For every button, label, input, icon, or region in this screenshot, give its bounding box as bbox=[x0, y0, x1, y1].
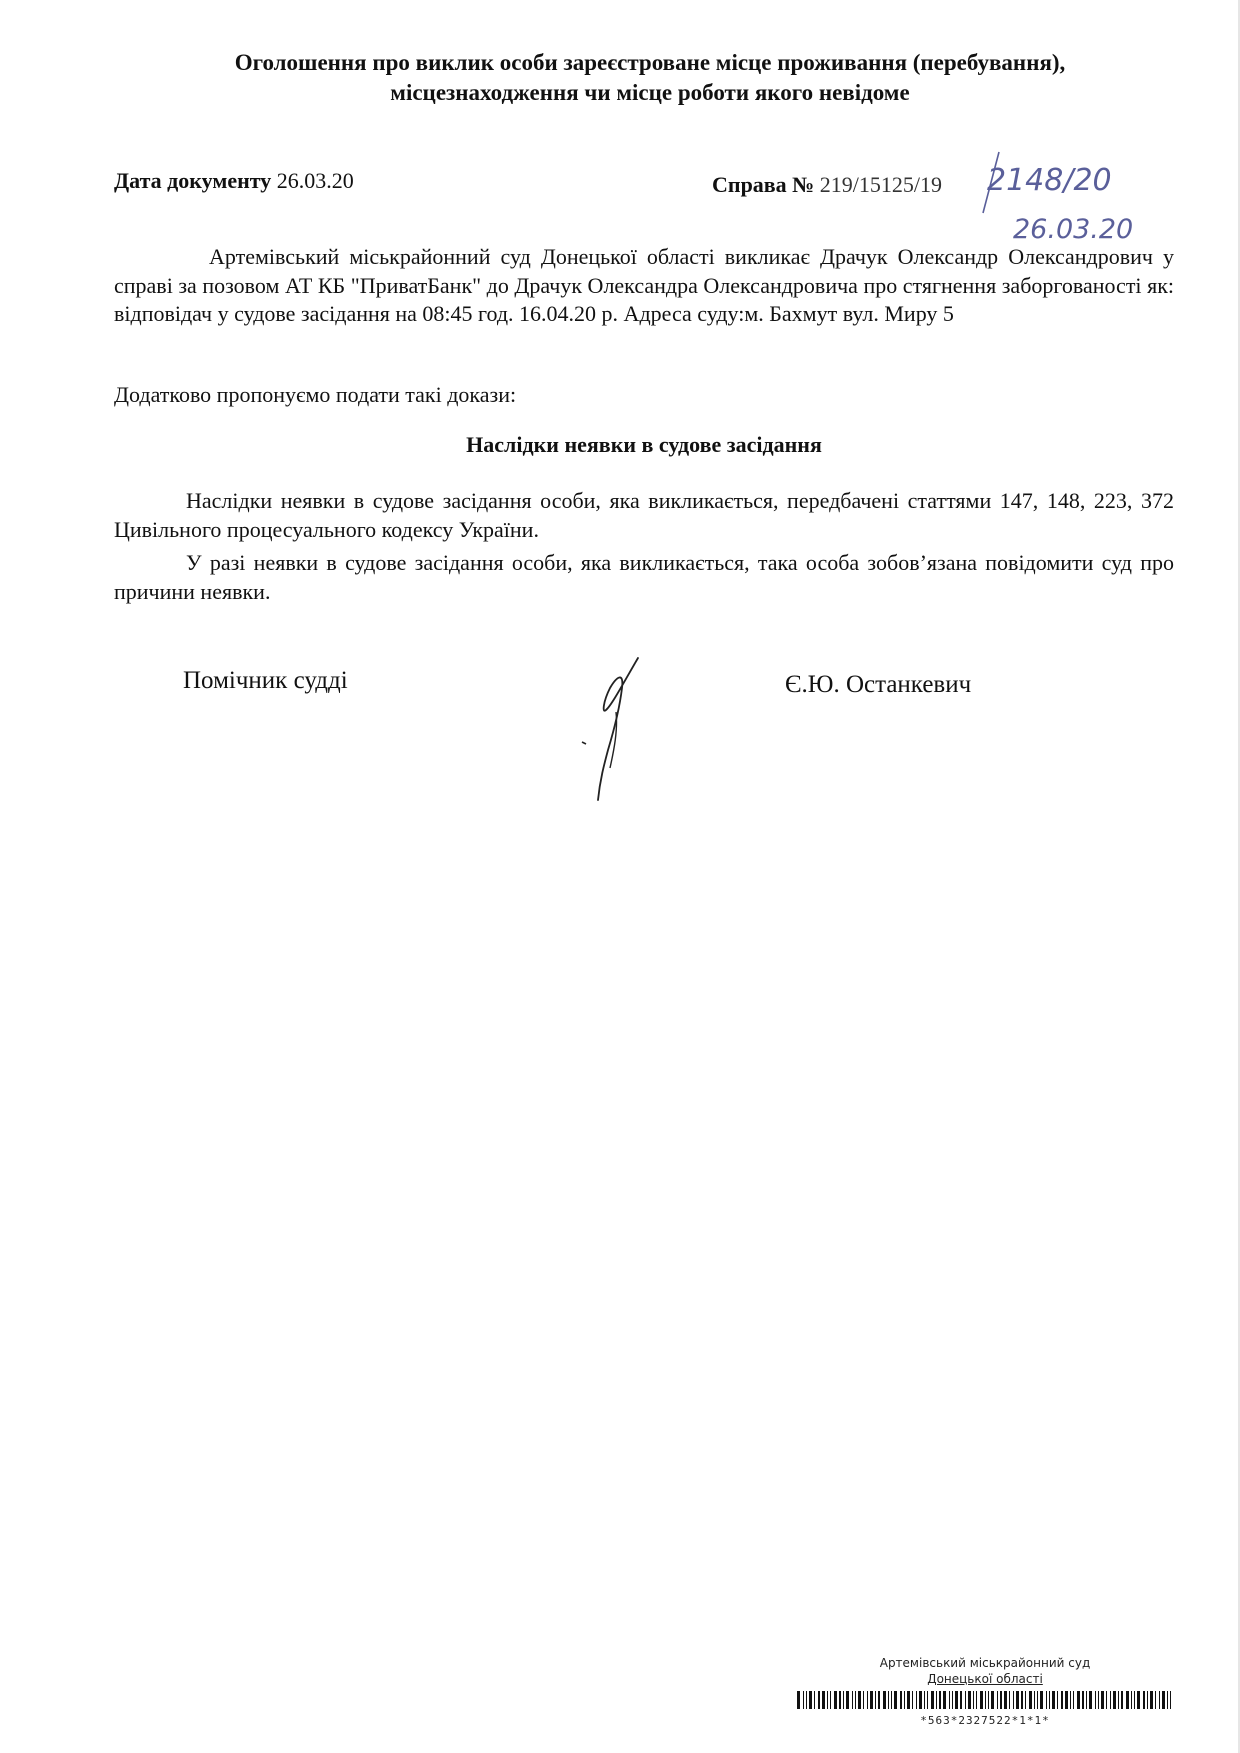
barcode-bar bbox=[891, 1691, 892, 1709]
barcode-bar bbox=[806, 1691, 807, 1709]
barcode-bar bbox=[1113, 1691, 1116, 1709]
barcode-bar bbox=[1009, 1691, 1010, 1709]
stamp-line-1: Артемівський міськрайонний суд bbox=[879, 1656, 1091, 1670]
barcode-bar bbox=[980, 1691, 983, 1709]
barcode-bar bbox=[839, 1691, 841, 1709]
barcode-bar bbox=[907, 1691, 910, 1709]
barcode-bar bbox=[1082, 1691, 1084, 1709]
consequences-paragraph-1: Наслідки неявки в судове засідання особи, яка викликається, передбачені статтями 147, 148, 223, 372 Цивільного процесуального кодексу України. bbox=[114, 488, 1174, 542]
barcode-bar bbox=[883, 1691, 886, 1709]
barcode-bar bbox=[1089, 1691, 1092, 1709]
barcode-bar bbox=[931, 1691, 934, 1709]
barcode-bar bbox=[1013, 1691, 1014, 1709]
case-number bbox=[712, 172, 942, 198]
barcode-bar bbox=[888, 1691, 889, 1709]
date-label: Дата документу bbox=[114, 168, 272, 193]
barcode-bar bbox=[1077, 1691, 1080, 1709]
barcode-bar bbox=[988, 1691, 989, 1709]
barcode-bar bbox=[1167, 1691, 1168, 1709]
barcode-bar bbox=[1016, 1691, 1019, 1709]
barcode-bar bbox=[875, 1691, 876, 1709]
consequences-heading: Наслідки неявки в судове засідання bbox=[466, 432, 822, 457]
handwritten-signature bbox=[570, 650, 660, 810]
signatory-name: Є.Ю. Останкевич bbox=[785, 671, 972, 698]
barcode-bar bbox=[1159, 1691, 1160, 1709]
barcode-bar bbox=[852, 1691, 853, 1709]
barcode-bar bbox=[927, 1691, 928, 1709]
barcode-bar bbox=[1046, 1691, 1047, 1709]
barcode-bar bbox=[900, 1691, 902, 1709]
barcode-bar bbox=[955, 1691, 958, 1709]
barcode-bar bbox=[1037, 1691, 1038, 1709]
barcode-bar bbox=[894, 1691, 897, 1709]
barcode-bar bbox=[936, 1691, 937, 1709]
barcode-bar bbox=[924, 1691, 925, 1709]
barcode-bar bbox=[814, 1691, 815, 1709]
signatory-role: Помічник судді bbox=[183, 667, 348, 694]
barcode-bar bbox=[1049, 1691, 1050, 1709]
barcode-bar bbox=[797, 1691, 800, 1709]
stamp-line-2: Донецької області bbox=[927, 1672, 1043, 1686]
barcode bbox=[795, 1689, 1175, 1711]
barcode-bar bbox=[846, 1691, 849, 1709]
barcode-bar bbox=[1162, 1691, 1165, 1709]
barcode-bar bbox=[878, 1691, 880, 1709]
barcode-bar bbox=[870, 1691, 873, 1709]
barcode-bar bbox=[949, 1691, 950, 1709]
barcode-bar bbox=[809, 1691, 812, 1709]
barcode-bar bbox=[1101, 1691, 1104, 1709]
barcode-bar bbox=[818, 1691, 820, 1709]
barcode-bar bbox=[1095, 1691, 1096, 1709]
handwritten-line-2: 26.03.20 bbox=[1013, 214, 1134, 245]
barcode-bar bbox=[952, 1691, 953, 1709]
barcode-bar bbox=[1155, 1691, 1156, 1709]
barcode-bar bbox=[904, 1691, 905, 1709]
title-line-1: Оголошення про виклик особи зареєстроване місце проживання (перебування), bbox=[234, 50, 1066, 75]
barcode-bar bbox=[1000, 1691, 1002, 1709]
court-stamp bbox=[795, 1655, 1175, 1727]
barcode-bar bbox=[1029, 1691, 1032, 1709]
barcode-bar bbox=[943, 1691, 946, 1709]
document-title bbox=[150, 48, 1150, 108]
handwritten-note bbox=[975, 148, 1150, 248]
barcode-bar bbox=[916, 1691, 917, 1709]
barcode-bar bbox=[1110, 1691, 1111, 1709]
barcode-bar bbox=[822, 1691, 825, 1709]
barcode-bar bbox=[830, 1691, 831, 1709]
barcode-bar bbox=[968, 1691, 971, 1709]
barcode-bar bbox=[834, 1691, 837, 1709]
barcode-bar bbox=[1170, 1691, 1171, 1709]
barcode-bar bbox=[997, 1691, 998, 1709]
barcode-bar bbox=[1086, 1691, 1087, 1709]
barcode-bar bbox=[1034, 1691, 1035, 1709]
barcode-bar bbox=[1143, 1691, 1145, 1709]
barcode-bar bbox=[965, 1691, 966, 1709]
barcode-bar bbox=[939, 1691, 941, 1709]
barcode-bar bbox=[1040, 1691, 1043, 1709]
barcode-bar bbox=[855, 1691, 856, 1709]
barcode-bar bbox=[1021, 1691, 1023, 1709]
barcode-bar bbox=[1057, 1691, 1058, 1709]
barcode-bar bbox=[1025, 1691, 1026, 1709]
barcode-bar bbox=[1150, 1691, 1153, 1709]
barcode-bar bbox=[1052, 1691, 1055, 1709]
summons-paragraph: Артемівський міськрайонний суд Донецької області викликає Драчук Олександр Олександрович у справі за позовом АТ КБ "ПриватБанк" до Драчук Олександра Олександровича про стягнення заборгованості як: відповідач у судове засідання на 08:45 год. 16.04.20 р. Адреса суду:м. Бахмут вул. Миру 5 bbox=[114, 244, 1174, 326]
barcode-bar bbox=[1106, 1691, 1107, 1709]
barcode-bar bbox=[1061, 1691, 1063, 1709]
barcode-bar bbox=[1098, 1691, 1099, 1709]
barcode-bar bbox=[973, 1691, 974, 1709]
barcode-bar bbox=[1126, 1691, 1129, 1709]
barcode-bar bbox=[843, 1691, 844, 1709]
barcode-bar bbox=[1137, 1691, 1140, 1709]
barcode-bar bbox=[867, 1691, 868, 1709]
barcode-bar bbox=[985, 1691, 986, 1709]
barcode-bar bbox=[1118, 1691, 1119, 1709]
barcode-bar bbox=[1131, 1691, 1132, 1709]
barcode-bar bbox=[1121, 1691, 1123, 1709]
barcode-bar bbox=[991, 1691, 994, 1709]
barcode-bar bbox=[1073, 1691, 1074, 1709]
title-line-2: місцезнаходження чи місце роботи якого невідоме bbox=[390, 80, 910, 105]
consequences-paragraph-2: У разі неявки в судове засідання особи, яка викликається, така особа зобов’язана повідомити суд про причини неявки. bbox=[114, 550, 1174, 604]
document-date bbox=[114, 168, 354, 194]
case-value: 219/15125/19 bbox=[819, 172, 943, 197]
barcode-bar bbox=[976, 1691, 977, 1709]
barcode-bar bbox=[919, 1691, 922, 1709]
barcode-bar bbox=[827, 1691, 828, 1709]
barcode-bar bbox=[1147, 1691, 1148, 1709]
barcode-bar bbox=[1134, 1691, 1135, 1709]
handwritten-line-1: 2148/20 bbox=[987, 163, 1112, 198]
barcode-bar bbox=[863, 1691, 864, 1709]
barcode-bar bbox=[803, 1691, 804, 1709]
barcode-bar bbox=[912, 1691, 913, 1709]
evidence-paragraph: Додатково пропонуємо подати такі докази: bbox=[114, 382, 517, 407]
barcode-bar bbox=[1004, 1691, 1007, 1709]
barcode-bar bbox=[960, 1691, 962, 1709]
date-value: 26.03.20 bbox=[276, 168, 354, 193]
barcode-bar bbox=[858, 1691, 861, 1709]
barcode-bar bbox=[1070, 1691, 1071, 1709]
barcode-number: *563*2327522*1*1* bbox=[920, 1714, 1050, 1727]
barcode-bar bbox=[1065, 1691, 1068, 1709]
case-label: Справа № bbox=[712, 172, 815, 197]
